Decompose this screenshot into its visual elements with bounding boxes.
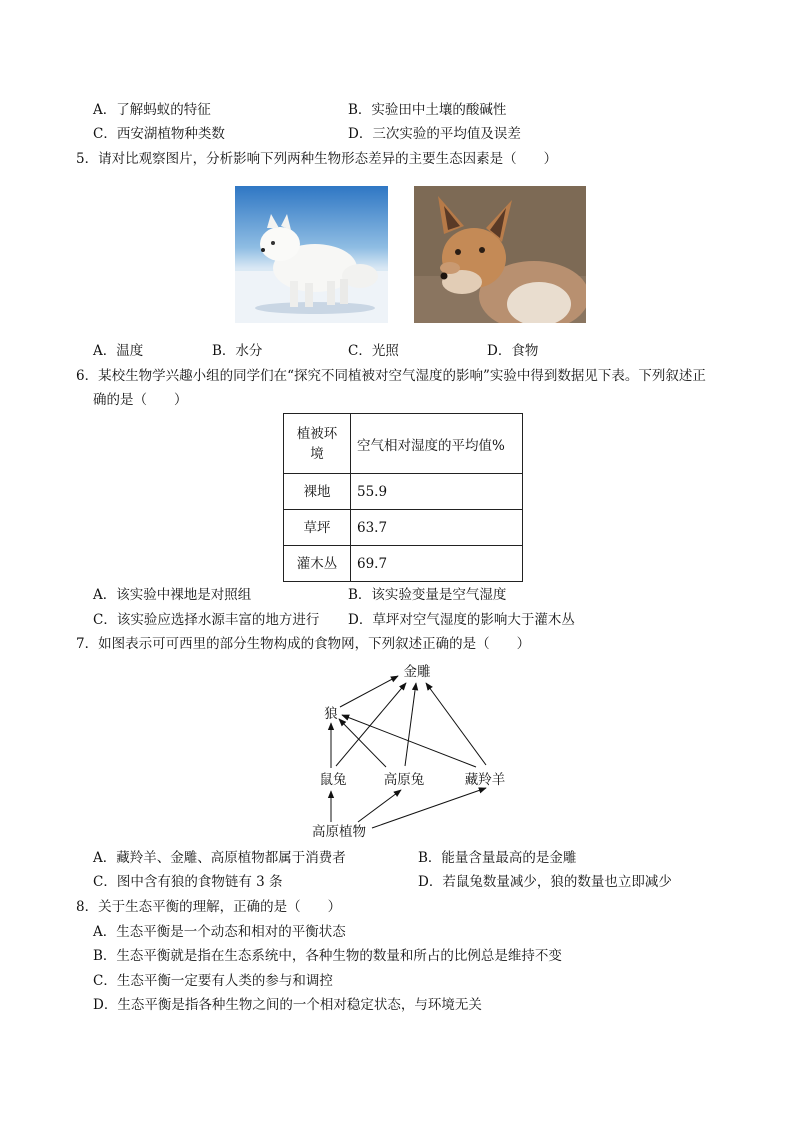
- q8-option-d: D．生态平衡是指各种生物之间的一个相对稳定状态，与环境无关: [93, 997, 482, 1013]
- header-humidity: 空气相对湿度的平均值%: [351, 414, 523, 474]
- q8-stem: 8．关于生态平衡的理解，正确的是（ ）: [76, 899, 342, 915]
- node-hare: 高原兔: [383, 772, 425, 788]
- table-cell-value: 69.7: [351, 546, 523, 582]
- table-cell-value: 55.9: [351, 474, 523, 510]
- q5-option-c: C．光照: [348, 343, 399, 359]
- q6-stem-line2: 确的是（ ）: [93, 392, 188, 408]
- q8-option-b: B．生态平衡就是指在生态系统中，各种生物的数量和所占的比例总是维持不变: [93, 948, 562, 964]
- arrow-pika-to-eagle: [336, 683, 406, 766]
- q7-option-a: A．藏羚羊、金雕、高原植物都属于消费者: [93, 850, 346, 866]
- q8-option-a: A．生态平衡是一个动态和相对的平衡状态: [93, 924, 346, 940]
- node-pika: 鼠兔: [319, 772, 347, 788]
- q7-option-d: D．若鼠兔数量减少，狼的数量也立即减少: [418, 874, 672, 890]
- q6-option-b: B．该实验变量是空气湿度: [348, 587, 507, 603]
- q6-option-c: C．该实验应选择水源丰富的地方进行: [93, 612, 320, 628]
- q5-option-d: D．食物: [487, 343, 539, 359]
- q4-option-a: A．了解蚂蚁的特征: [93, 102, 211, 118]
- arrow-hare-to-wolf: [339, 719, 386, 767]
- q4-option-b: B．实验田中土壤的酸碱性: [348, 102, 507, 118]
- node-antelope: 藏羚羊: [464, 772, 506, 788]
- q7-option-c: C．图中含有狼的食物链有 3 条: [93, 874, 283, 890]
- q4-option-c: C．西安湖植物种类数: [93, 126, 225, 142]
- q5-option-b: B．水分: [212, 343, 263, 359]
- table-cell-env: 灌木丛: [284, 546, 351, 582]
- table-cell-env: 裸地: [284, 474, 351, 510]
- q5-stem: 5．请对比观察图片，分析影响下列两种生物形态差异的主要生态因素是（ ）: [76, 151, 558, 167]
- table-cell-value: 63.7: [351, 510, 523, 546]
- header-env-line2: 境: [310, 445, 324, 462]
- table-cell-env: 草坪: [284, 510, 351, 546]
- header-env-line1: 植被环: [296, 425, 338, 442]
- q6-option-d: D．草坪对空气湿度的影响大于灌木丛: [348, 612, 575, 628]
- q7-option-b: B．能量含量最高的是金雕: [418, 850, 577, 866]
- node-plant: 高原植物: [312, 824, 366, 840]
- q5-option-a: A．温度: [93, 343, 144, 359]
- arrow-antelope-to-eagle: [426, 683, 486, 765]
- arrow-plant-to-hare: [358, 790, 401, 822]
- arrow-antelope-to-wolf: [342, 715, 476, 767]
- q6-stem-line1: 6．某校生物学兴趣小组的同学们在“探究不同植被对空气湿度的影响”实验中得到数据见下表。下列叙述正: [76, 368, 706, 384]
- q6-option-a: A．该实验中裸地是对照组: [93, 587, 252, 603]
- arrow-hare-to-eagle: [405, 683, 416, 766]
- arrow-plant-to-antelope: [372, 788, 486, 828]
- node-eagle: 金雕: [403, 664, 431, 680]
- q7-stem: 7．如图表示可可西里的部分生物构成的食物网，下列叙述正确的是（ ）: [76, 636, 531, 652]
- q8-option-c: C．生态平衡一定要有人类的参与和调控: [93, 973, 333, 989]
- node-wolf: 狼: [324, 706, 338, 722]
- q4-option-d: D．三次实验的平均值及误差: [348, 126, 521, 142]
